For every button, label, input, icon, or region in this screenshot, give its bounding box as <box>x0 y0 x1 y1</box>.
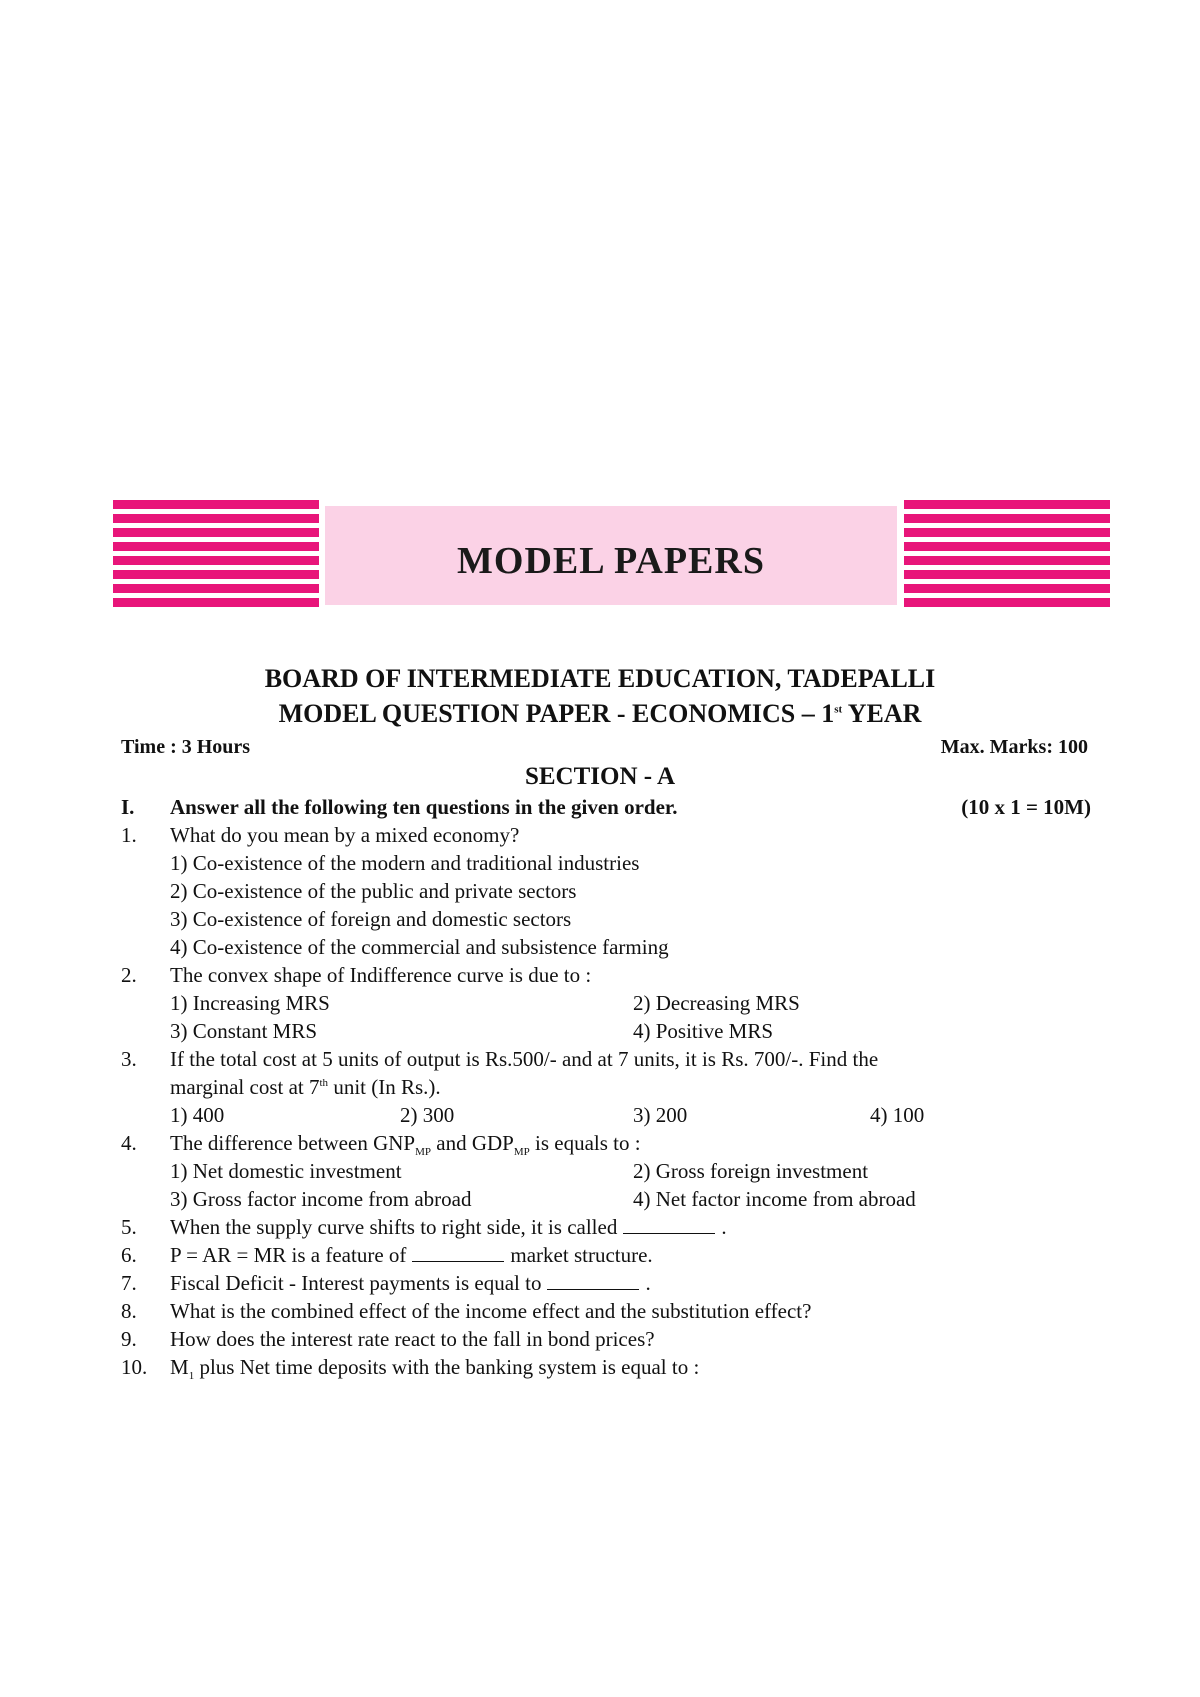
option: 1) Co-existence of the modern and traditional industries <box>170 851 640 875</box>
option: 2) Co-existence of the public and private sectors <box>170 879 577 903</box>
option: 4) Co-existence of the commercial and subsistence farming <box>170 935 669 959</box>
question-number: 4. <box>121 1131 137 1155</box>
option: 3) 200 <box>633 1103 688 1127</box>
option: 3) Constant MRS <box>170 1019 318 1043</box>
question-number: 9. <box>121 1327 137 1351</box>
answer-blank <box>547 1288 639 1290</box>
instruction-number: I. <box>121 795 135 819</box>
banner-title: MODEL PAPERS <box>457 540 765 582</box>
instruction-text: Answer all the following ten questions in the given order. <box>170 795 678 819</box>
option: 4) Net factor income from abroad <box>633 1187 916 1211</box>
question-text: Fiscal Deficit - Interest payments is equal to . <box>170 1271 651 1295</box>
option: 2) Gross foreign investment <box>633 1159 869 1183</box>
question-number: 10. <box>121 1355 148 1379</box>
banner-panel <box>325 506 897 605</box>
option: 2) Decreasing MRS <box>633 991 800 1015</box>
question-text: When the supply curve shifts to right side, it is called . <box>170 1215 727 1239</box>
answer-blank <box>412 1260 504 1262</box>
question-text: The convex shape of Indifference curve is due to : <box>170 963 592 987</box>
question-number: 6. <box>121 1243 137 1267</box>
question-number: 2. <box>121 963 137 987</box>
question-number: 8. <box>121 1299 137 1323</box>
banner-stripes-right <box>904 500 1110 611</box>
question-text: The difference between $GNP_{MP}$ and $GDP_{MP}$ is equals to : <box>170 1131 641 1159</box>
option: 1) Net domestic investment <box>170 1159 402 1183</box>
option: 4) Positive MRS <box>633 1019 774 1043</box>
banner-stripes-left <box>113 500 319 611</box>
option: 4) 100 <box>870 1103 925 1127</box>
answer-blank <box>623 1232 715 1234</box>
question-text: What is the combined effect of the income effect and the substitution effect? <box>170 1299 812 1323</box>
option: 3) Co-existence of foreign and domestic sectors <box>170 907 572 931</box>
option: 2) 300 <box>400 1103 455 1127</box>
question-text: If the total cost at 5 units of output is Rs.500/- and at 7 units, it is Rs. 700/-. Find the <box>170 1047 879 1071</box>
question-text: P = AR = MR is a feature of market structure. <box>170 1243 653 1267</box>
paper-title: MODEL QUESTION PAPER - ECONOMICS – 1st YEAR <box>278 699 922 728</box>
question-number: 7. <box>121 1271 137 1295</box>
instruction-marks: (10 x 1 = 10M) <box>961 795 1091 819</box>
question-number: 1. <box>121 823 137 847</box>
board-title: BOARD OF INTERMEDIATE EDUCATION, TADEPALLI <box>264 664 936 693</box>
question-number: 3. <box>121 1047 137 1071</box>
question-text-continued: marginal cost at 7th unit (In Rs.). <box>170 1075 441 1099</box>
option: 1) 400 <box>170 1103 225 1127</box>
option: 3) Gross factor income from abroad <box>170 1187 472 1211</box>
section-heading: SECTION - A <box>524 763 676 790</box>
question-text: How does the interest rate react to the fall in bond prices? <box>170 1327 655 1351</box>
question-text: $M_1$ plus Net time deposits with the banking system is equal to : <box>170 1355 700 1383</box>
model-papers-banner <box>113 500 1095 611</box>
question-text: What do you mean by a mixed economy? <box>170 823 520 847</box>
max-marks-label: Max. Marks: 100 <box>940 736 1088 758</box>
option: 1) Increasing MRS <box>170 991 330 1015</box>
question-number: 5. <box>121 1215 137 1239</box>
time-label: Time : 3 Hours <box>121 736 251 758</box>
